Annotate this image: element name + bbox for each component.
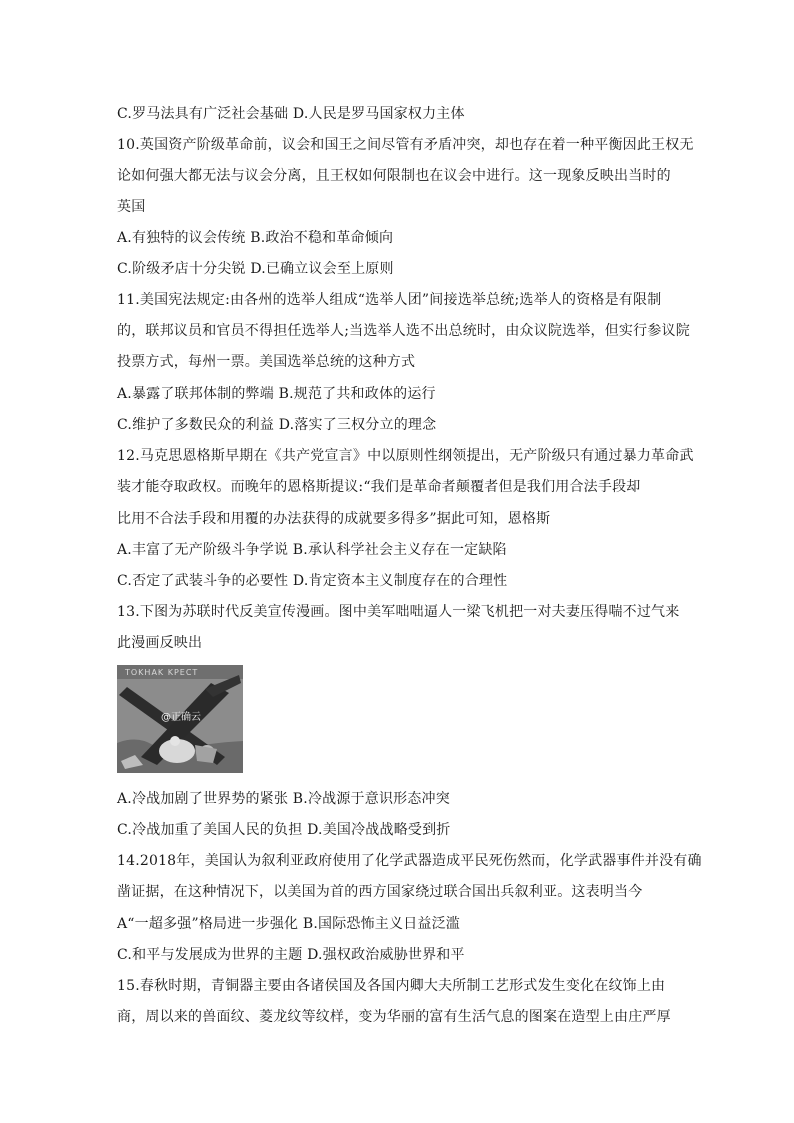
q14-stem-line-2: 凿证据，在这种情况下，以美国为首的西方国家绕过联合国出兵叙利亚。这表明当今 (117, 884, 643, 900)
q10-options-cd: C.阶级矛店十分尖锐 D.已确立议会至上原则 (117, 261, 394, 277)
q11-options-cd: C.维护了多数民众的利益 D.落实了三权分立的理念 (117, 417, 437, 433)
q12-stem-line-3: 比用不合法手段和用覆的办法获得的成就要多得多”据此可知，恩格斯 (117, 511, 551, 527)
q12-stem-line-1: 12.马克思恩格斯早期在《共产党宣言》中以原则性纲领提出，无产阶级只有通过暴力革命武 (117, 448, 694, 464)
q14-options-ab: A“一超多强”格局进一步强化 B.国际恐怖主义日益泛滥 (117, 916, 461, 932)
propaganda-cartoon-image (117, 665, 243, 773)
q10-stem-line-2: 论如何强大都无法与议会分离，且王权如何限制也在议会中进行。这一现象反映出当时的 (117, 168, 671, 184)
q13-options-cd: C.冷战加重了美国人民的负担 D.美国冷战战略受到折 (117, 822, 451, 838)
q13-stem-line-2: 此漫画反映出 (117, 635, 203, 651)
q9-options-cd: C.罗马法具有广泛社会基础 D.人民是罗马国家权力主体 (117, 106, 465, 122)
q15-stem-line-1: 15.春秋时期，青铜器主要由各诸侯国及各国内卿大夫所制工艺形式发生变化在纹饰上由 (117, 978, 666, 994)
q13-stem-line-1: 13.下图为苏联时代反美宣传漫画。图中美军咄咄逼人一梁飞机把一对夫妻压得喘不过气来 (117, 604, 680, 620)
q14-options-cd: C.和平与发展成为世界的主题 D.强权政治威胁世界和平 (117, 947, 465, 963)
q11-stem-line-3: 投票方式，每州一票。美国选举总统的这种方式 (117, 354, 416, 370)
q11-stem-line-2: 的，联邦议员和官员不得担任选举人;当选举人选不出总统时，由众议院选举，但实行参议院 (117, 323, 690, 339)
q10-stem-line-3: 英国 (117, 199, 146, 215)
q12-options-cd: C.否定了武装斗争的必要性 D.肯定资本主义制度存在的合理性 (117, 573, 508, 589)
q12-stem-line-2: 装才能夺取政权。而晚年的恩格斯提议:“我们是革命者颠覆者但是我们用合法手段却 (117, 479, 641, 495)
q13-options-ab: A.冷战加剧了世界势的紧张 B.冷战源于意识形态冲突 (117, 791, 450, 807)
q10-stem-line-1: 10.英国资产阶级革命前，议会和国王之间尽管有矛盾冲突，却也存在着一种平衡因此王权无 (117, 137, 694, 153)
q15-stem-line-2: 商，周以来的兽面纹、菱龙纹等纹样，变为华丽的富有生活气息的图案在造型上由庄严厚 (117, 1009, 671, 1025)
q10-options-ab: A.有独特的议会传统 B.政治不稳和革命倾向 (117, 230, 394, 246)
q14-stem-line-1: 14.2018年，美国认为叙利亚政府使用了化学武器造成平民死伤然而，化学武器事件并没有确 (117, 853, 702, 869)
q11-stem-line-1: 11.美国宪法规定:由各州的选举人组成“选举人团”间接选举总统;选举人的资格是有限制 (117, 292, 662, 308)
watermark-text: @正确云 (161, 712, 201, 723)
q12-options-ab: A.丰富了无产阶级斗争学说 B.承认科学社会主义存在一定缺陷 (117, 542, 507, 558)
cartoon-caption-text: TOKHAK KPECT (125, 668, 199, 677)
q11-options-ab: A.暴露了联邦体制的弊端 B.规范了共和政体的运行 (117, 386, 436, 402)
